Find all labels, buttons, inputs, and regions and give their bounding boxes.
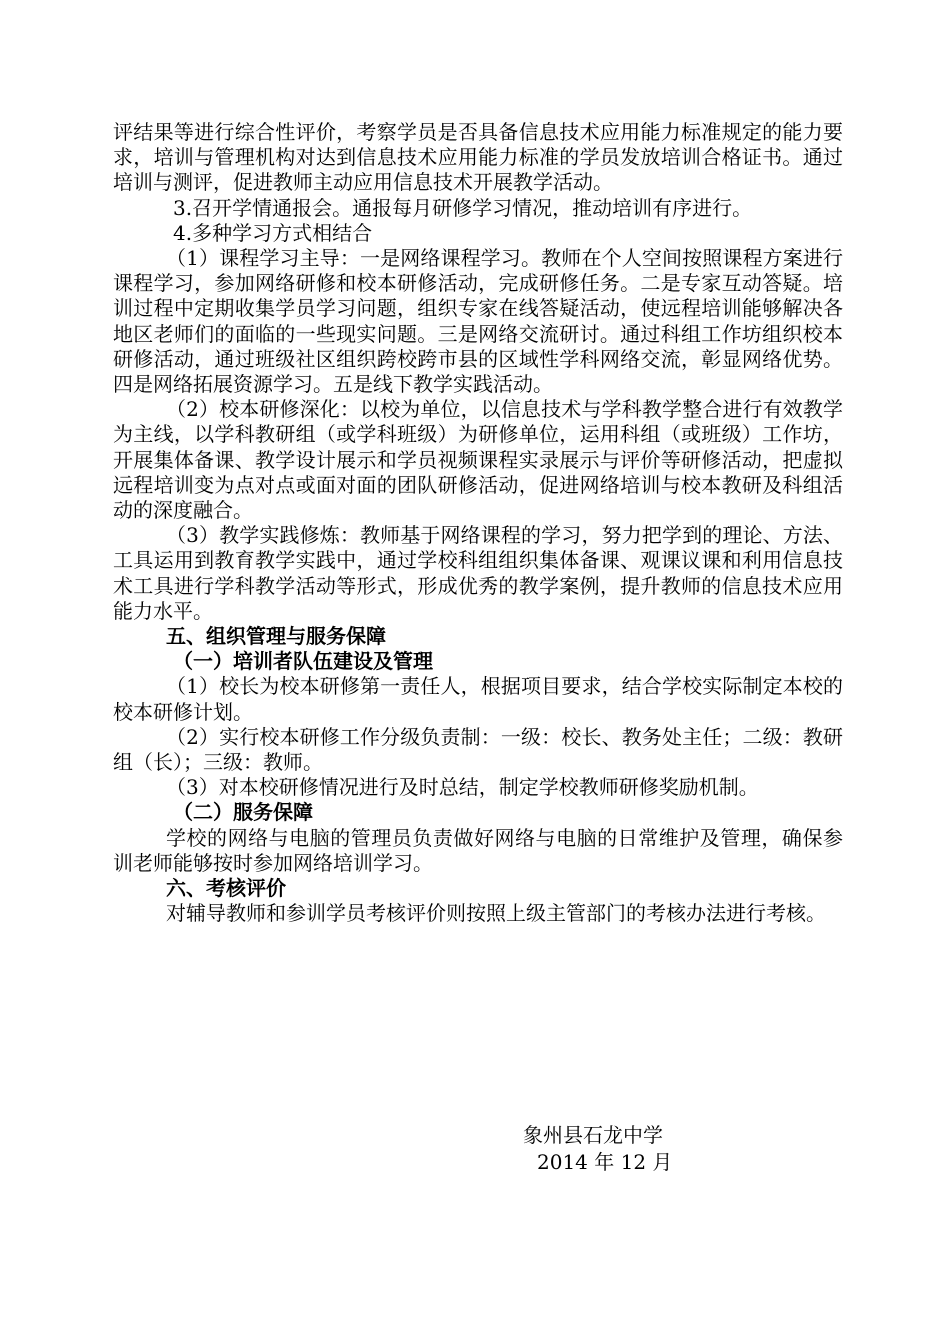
paragraph-evaluation: 评结果等进行综合性评价，考察学员是否具备信息技术应用能力标准规定的能力要求，培训与管理机构对达到信息技术应用能力标准的学员发放培训合格证书。通过培训与测评，促进教师主动应用信息技术开展教学活动。: [113, 120, 843, 195]
paragraph-learning-methods: 4.多种学习方式相结合: [173, 220, 373, 245]
subheading-service: （二）服务保障: [173, 800, 313, 825]
paragraph-summary: （3）对本校研修情况进行及时总结，制定学校教师研修奖励机制。: [166, 775, 759, 800]
paragraph-course-learning: （1）课程学习主导：一是网络课程学习。教师在个人空间按照课程方案进行课程学习，参加网络研修和校本研修活动，完成研修任务。二是专家互动答疑。培训过程中定期收集学员学习问题，组织专家在线答疑活动，使远程培训能够解决各地区老师们的面临的一些现实问题。三是网络交流研讨。通过科组工作坊组织校本研修活动，通过班级社区组织跨校跨市县的区域性学科网络交流，彰显网络优势。四是网络拓展资源学习。五是线下教学实践活动。: [113, 246, 843, 397]
paragraph-principal: （1）校长为校本研修第一责任人，根据项目要求，结合学校实际制定本校的校本研修计划。: [113, 674, 843, 724]
signature-org: 象州县石龙中学: [523, 1123, 663, 1147]
paragraph-network-maintenance: 学校的网络与电脑的管理员负责做好网络与电脑的日常维护及管理，确保参训老师能够按时参加网络培训学习。: [113, 825, 843, 875]
signature-block: [523, 1122, 672, 1176]
paragraph-report-meeting: 3.召开学情通报会。通报每月研修学习情况，推动培训有序进行。: [173, 195, 753, 220]
paragraph-assessment: 对辅导教师和参训学员考核评价则按照上级主管部门的考核办法进行考核。: [166, 901, 826, 926]
subheading-trainer-team: （一）培训者队伍建设及管理: [173, 649, 433, 674]
paragraph-teaching-practice: （3）教学实践修炼：教师基于网络课程的学习，努力把学到的理论、方法、工具运用到教育教学实践中，通过学校科组组织集体备课、观课议课和利用信息技术工具进行学科教学活动等形式，形成优秀的教学案例，提升教师的信息技术应用能力水平。: [113, 523, 843, 623]
signature-date: 2014 年 12 月: [537, 1150, 673, 1174]
paragraph-graded-responsibility: （2）实行校本研修工作分级负责制：一级：校长、教务处主任；二级：教研组（长）；三级：教师。: [113, 724, 843, 775]
document-body: [113, 120, 843, 927]
section-heading-management: 五、组织管理与服务保障: [166, 624, 386, 649]
section-heading-assessment: 六、考核评价: [166, 876, 286, 901]
paragraph-school-research: （2）校本研修深化：以校为单位，以信息技术与学科教学整合进行有效教学为主线，以学科教研组（或学科班级）为研修单位，运用科组（或班级）工作坊，开展集体备课、教学设计展示和学员视频课程实录展示与评价等研修活动，把虚拟远程培训变为点对点或面对面的团队研修活动，促进网络培训与校本教研及科组活动的深度融合。: [113, 397, 843, 523]
